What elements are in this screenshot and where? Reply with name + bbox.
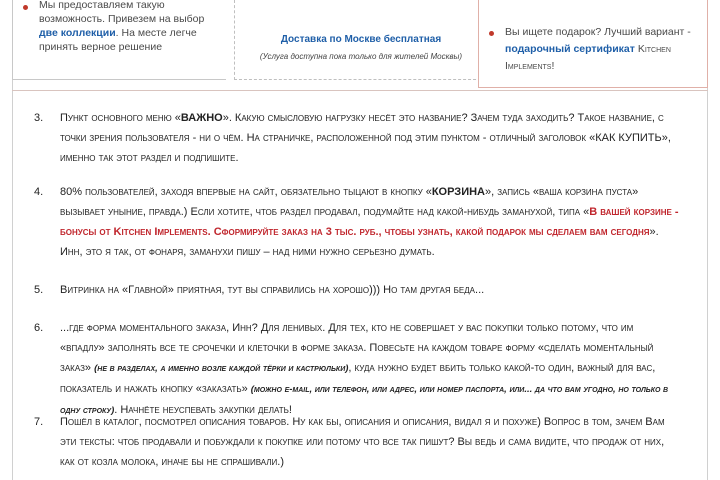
item-text-part: . Начнёте неуспевать закупки делать! xyxy=(114,404,292,416)
gift-text-part: Kitchen Implements! xyxy=(505,43,671,72)
item-text-part: ...где форма моментального заказа, Инн? Для ленивых. Для тех, кто не совершает у вас покупки только потому, что им «впадлу» заполнять все те срочечки и клеточки в форме заказа. Повесьте на каждом товаре форму «сделать моментальный заказ» xyxy=(60,322,654,374)
collection-box xyxy=(12,0,226,80)
gift-text-part: Вы ищете подарок? Лучший вариант - xyxy=(505,26,691,38)
delivery-box xyxy=(234,0,486,80)
gift-certificate-link[interactable]: подарочный сертификат xyxy=(505,43,635,55)
bullet-icon xyxy=(23,5,28,10)
item-text-part: », запись «ваша корзина пуста» вызывает уныние, правда.) Если хотите, чтоб раздел продавал, подумайте над какой-нибудь заманухой, типа « xyxy=(60,186,639,218)
item-text-part: 80% пользователей, заходя впервые на сайт, обязательно тыцают в кнопку « xyxy=(60,186,432,198)
item-text-part: Пункт основного меню « xyxy=(60,112,181,124)
item-bold-text: ВАЖНО xyxy=(180,112,223,124)
gift-box xyxy=(478,0,708,88)
item-text-part: ». Какую смысловую нагрузку несёт это название? Зачем туда заходить? Такое название, с точки зрения пользователя - ни о чём. На страничке, расположенной под этим пунктом - отличный заголовок «КАК КУПИТЬ», именно так этот раздел и подпишите. xyxy=(60,112,671,164)
delivery-note: (Услуга доступна пока только для жителей Москвы) xyxy=(259,52,463,61)
item-italic-note: (можно e-mail, или телефон, или адрес, или номер паспорта, или... да что вам угодно, но только в одну строку) xyxy=(60,384,669,416)
item-text-part: Пошёл в каталог, посмотрел описания товаров. Ну как бы, описания и описания, видал я и похуже) Вопрос в том, зачем Вам эти тексты: чтоб продавали и побуждали к покупке или потому что все так пишут? Вы ведь и сама видите, что продаж от них, как от козла молока, иначе бы не спрашивали.) xyxy=(60,416,665,468)
gift-text xyxy=(505,24,701,75)
item-bold-text: КОРЗИНА xyxy=(431,186,485,198)
item-number: 7. xyxy=(34,416,44,428)
item-text xyxy=(60,182,680,262)
item-text-part: ». Инн, это я так, от фонаря, заманухи пишу – над ними нужно серьезно думать. xyxy=(60,226,659,258)
collection-text-part: . На месте легче принять верное решение xyxy=(39,27,197,53)
bullet-icon xyxy=(489,31,494,36)
collection-text-part: Мы предоставляем такую возможность. Привезем на выбор xyxy=(39,0,205,25)
item-text xyxy=(60,108,680,168)
item-text xyxy=(60,318,680,421)
item-number: 5. xyxy=(34,284,44,296)
item-number: 4. xyxy=(34,186,44,198)
item-italic-note: (не в разделах, а именно возле каждой тёрки и кастрюльки) xyxy=(94,363,349,374)
item-text xyxy=(60,412,680,472)
collections-link[interactable]: две коллекции xyxy=(39,27,116,39)
item-text-part: Витринка на «Главной» приятная, тут вы справились на хорошо))) Но там другая беда... xyxy=(60,284,485,296)
banner-divider xyxy=(12,90,708,91)
item-number: 6. xyxy=(34,322,44,334)
item-text xyxy=(60,280,680,300)
item-number: 3. xyxy=(34,112,44,124)
delivery-title: Доставка по Москве бесплатная xyxy=(280,34,442,45)
promo-highlight-text: В вашей корзине - бонусы от Kitchen Implements. Сформируйте заказ на 3 тыс. руб., чтобы узнать, какой подарок мы сделаем вам сегодня xyxy=(60,206,679,238)
item-text-part: , куда нужно будет вбить только какой-то один, важный для вас, показатель и нажать кнопку «заказать» xyxy=(60,362,656,395)
promo-banner xyxy=(12,0,708,92)
collection-text xyxy=(39,0,223,54)
